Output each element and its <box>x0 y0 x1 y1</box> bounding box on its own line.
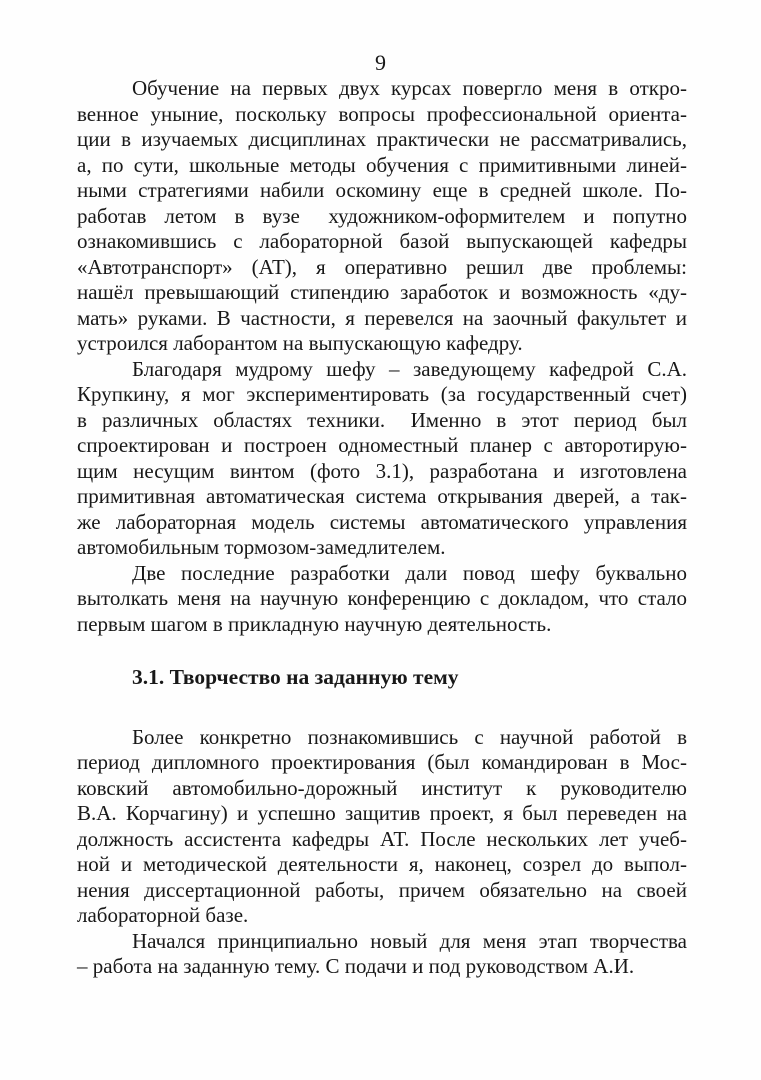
text-line: щим несущим винтом (фото 3.1), разработана и изготовлена <box>77 458 687 483</box>
text-line: мать» руками. В частности, я перевелся на заочный факультет и <box>77 305 687 330</box>
text-line: ными стратегиями набили оскомину еще в средней школе. По- <box>77 178 687 202</box>
paragraph <box>77 929 687 980</box>
text-line: работав летом в вузе художником-оформителем и попутно <box>77 203 687 228</box>
text-line: Более конкретно познакомившись с научной работой в <box>132 724 687 749</box>
text-line: «Автотранспорт» (АТ), я оперативно решил две проблемы: <box>77 254 687 279</box>
paragraph <box>77 725 687 929</box>
text-line: ковский автомобильно-дорожный институт к руководителю <box>77 775 687 800</box>
text-line: лабораторной базе. <box>77 903 249 927</box>
page-number: 9 <box>375 50 386 75</box>
text-line: нения диссертационной работы, причем обязательно на своей <box>77 877 687 902</box>
paragraph <box>77 357 687 561</box>
text-line: а, по сути, школьные методы обучения с примитивными линей- <box>77 152 687 177</box>
text-line: период дипломного проектирования (был командирован в Мос- <box>77 750 687 774</box>
text-line: – работа на заданную тему. С подачи и под руководством А.И. <box>77 954 635 978</box>
text-line: Благодаря мудрому шефу – заведующему кафедрой С.А. <box>132 356 687 381</box>
text-line: же лабораторная модель системы автоматического управления <box>77 509 687 534</box>
paragraph <box>77 561 687 638</box>
text-line: автомобильным тормозом-замедлителем. <box>77 535 446 559</box>
text-line: должность ассистента кафедры АТ. После нескольких лет учеб- <box>77 826 687 851</box>
text-line: первым шагом в прикладную научную деятельность. <box>77 611 552 636</box>
text-line: примитивная автоматическая система открывания дверей, а так- <box>77 484 687 508</box>
text-line: Две последние разработки дали повод шефу буквально <box>132 560 687 585</box>
text-line: ной и методической деятельности я, наконец, созрел до выпол- <box>77 852 687 876</box>
text-line: Обучение на первых двух курсах повергло меня в откро- <box>132 76 687 100</box>
text-block <box>77 76 687 980</box>
text-line: Начался принципиально новый для меня этап творчества <box>132 928 687 953</box>
paragraph <box>77 76 687 357</box>
text-line: нашёл превышающий стипендию заработок и возможность «ду- <box>77 280 687 304</box>
text-line: вытолкать меня на научную конференцию с докладом, что стало <box>77 586 687 610</box>
text-line: венное уныние, поскольку вопросы профессиональной ориента- <box>77 101 687 126</box>
text-line: в различных областях техники. Именно в этот период был <box>77 407 687 432</box>
text-line: устроился лаборантом на выпускающую кафедру. <box>77 331 523 355</box>
text-line: спроектирован и построен одноместный планер с авторотирую- <box>77 433 687 457</box>
text-line: ознакомившись с лабораторной базой выпускающей кафедры <box>77 229 687 253</box>
section-heading: 3.1. Творчество на заданную тему <box>132 665 459 689</box>
text-line: В.А. Корчагину) и успешно защитив проект, я был переведен на <box>77 801 687 825</box>
text-line: Крупкину, я мог экспериментировать (за государственный счет) <box>77 382 687 406</box>
text-line: ции в изучаемых дисциплинах практически не рассматривались, <box>77 127 687 151</box>
